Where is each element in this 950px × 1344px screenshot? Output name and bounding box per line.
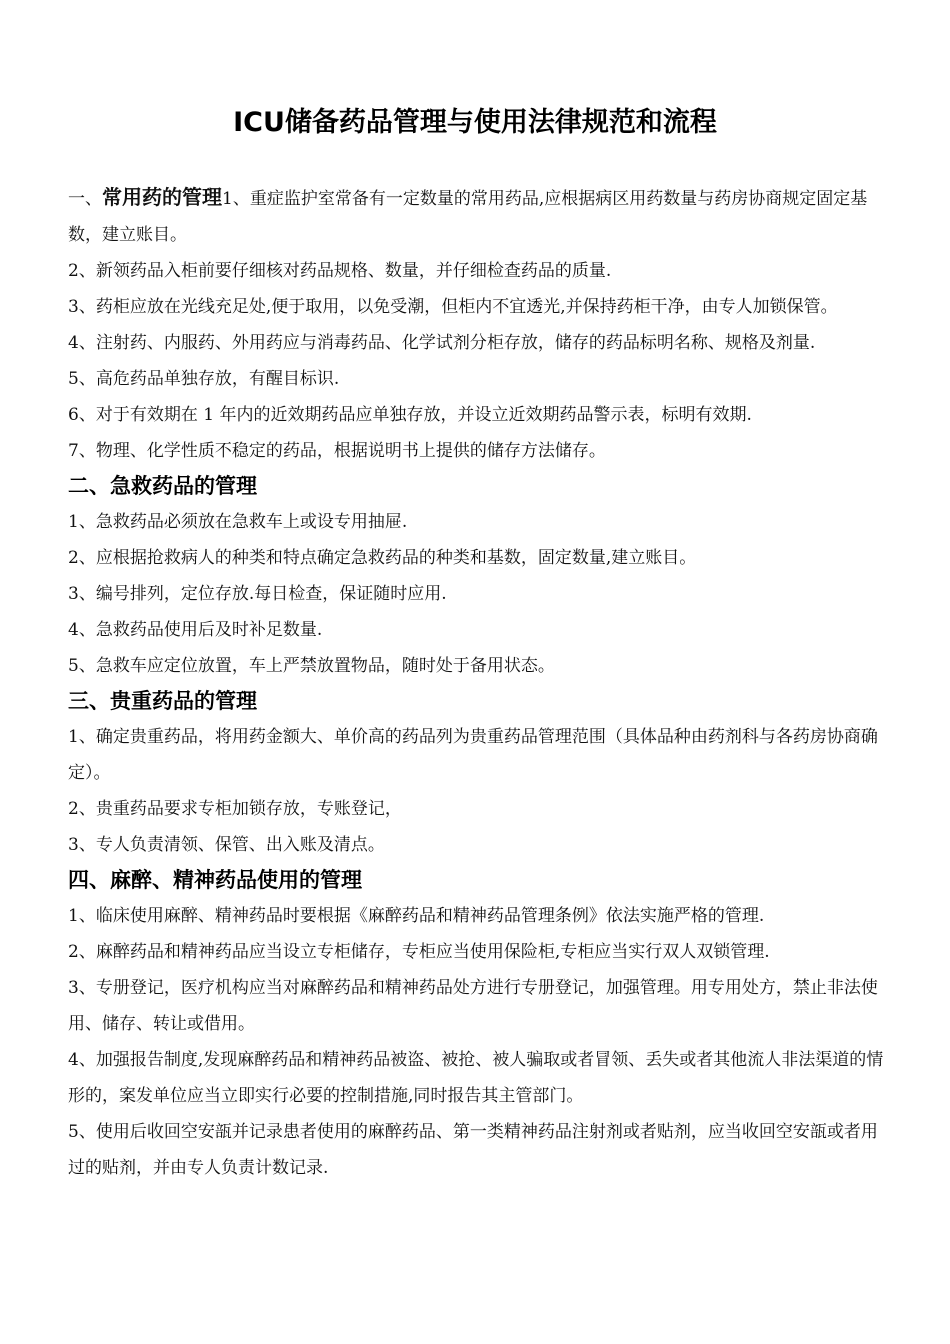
list-item: 4、急救药品使用后及时补足数量.: [68, 620, 323, 640]
list-item: 5、高危药品单独存放，有醒目标识.: [68, 369, 340, 389]
section-3-heading: 三、贵重药品的管理: [68, 689, 257, 713]
list-item: 3、专册登记，医疗机构应当对麻醉药品和精神药品处方进行专册登记，加强管理。用专用处方，禁止非法使用、储存、转让或借用。: [68, 978, 878, 1034]
section-1-intro: [68, 179, 884, 253]
document-title: ICU储备药品管理与使用法律规范和流程: [233, 107, 717, 138]
list-item: 3、编号排列，定位存放.每日检查，保证随时应用.: [68, 584, 447, 604]
list-item: 2、新领药品入柜前要仔细核对药品规格、数量，并仔细检查药品的质量.: [68, 261, 612, 281]
list-item: 2、麻醉药品和精神药品应当设立专柜储存，专柜应当使用保险柜,专柜应当实行双人双锁管理.: [68, 942, 770, 962]
list-item: 2、应根据抢救病人的种类和特点确定急救药品的种类和基数，固定数量,建立账目。: [68, 548, 697, 568]
list-item: 7、物理、化学性质不稳定的药品，根据说明书上提供的储存方法储存。: [68, 441, 606, 461]
list-item: 3、专人负责清领、保管、出入账及清点。: [68, 835, 385, 855]
list-item: 3、药柜应放在光线充足处,便于取用，以免受潮，但柜内不宜透光,并保持药柜干净，由专人加锁保管。: [68, 297, 838, 317]
list-item: 6、对于有效期在 1 年内的近效期药品应单独存放，并设立近效期药品警示表，标明有效期.: [68, 405, 752, 425]
list-item: 5、急救车应定位放置，车上严禁放置物品，随时处于备用状态。: [68, 656, 555, 676]
list-item: 1、重症监护室常备有一定数量的常用药品,应根据病区用药数量与药房协商规定固定基数，建立账目。: [68, 189, 868, 245]
list-item: 4、加强报告制度,发现麻醉药品和精神药品被盗、被抢、被人骗取或者冒领、丢失或者其他流人非法渠道的情形的，案发单位应当立即实行必要的控制措施,同时报告其主管部门。: [68, 1050, 884, 1106]
list-item: 4、注射药、内服药、外用药应与消毒药品、化学试剂分柜存放，储存的药品标明名称、规格及剂量.: [68, 333, 816, 353]
section-2-heading: 二、急救药品的管理: [68, 474, 257, 498]
list-item: 2、贵重药品要求专柜加锁存放，专账登记，: [68, 799, 402, 819]
section-4-heading: 四、麻醉、精神药品使用的管理: [68, 868, 362, 892]
list-item: 1、确定贵重药品，将用药金额大、单价高的药品列为贵重药品管理范围（具体品种由药剂科与各药房协商确定）。: [68, 727, 878, 783]
section-1-prefix: 一、: [68, 189, 102, 209]
document-body: [68, 179, 884, 1186]
list-item: 1、临床使用麻醉、精神药品时要根据《麻醉药品和精神药品管理条例》依法实施严格的管理.: [68, 906, 765, 926]
list-item: 5、使用后收回空安瓿并记录患者使用的麻醉药品、第一类精神药品注射剂或者贴剂，应当收回空安瓿或者用过的贴剂，并由专人负责计数记录.: [68, 1122, 878, 1178]
section-1-heading: 常用药的管理: [102, 185, 222, 209]
list-item: 1、急救药品必须放在急救车上或设专用抽屉.: [68, 512, 408, 532]
